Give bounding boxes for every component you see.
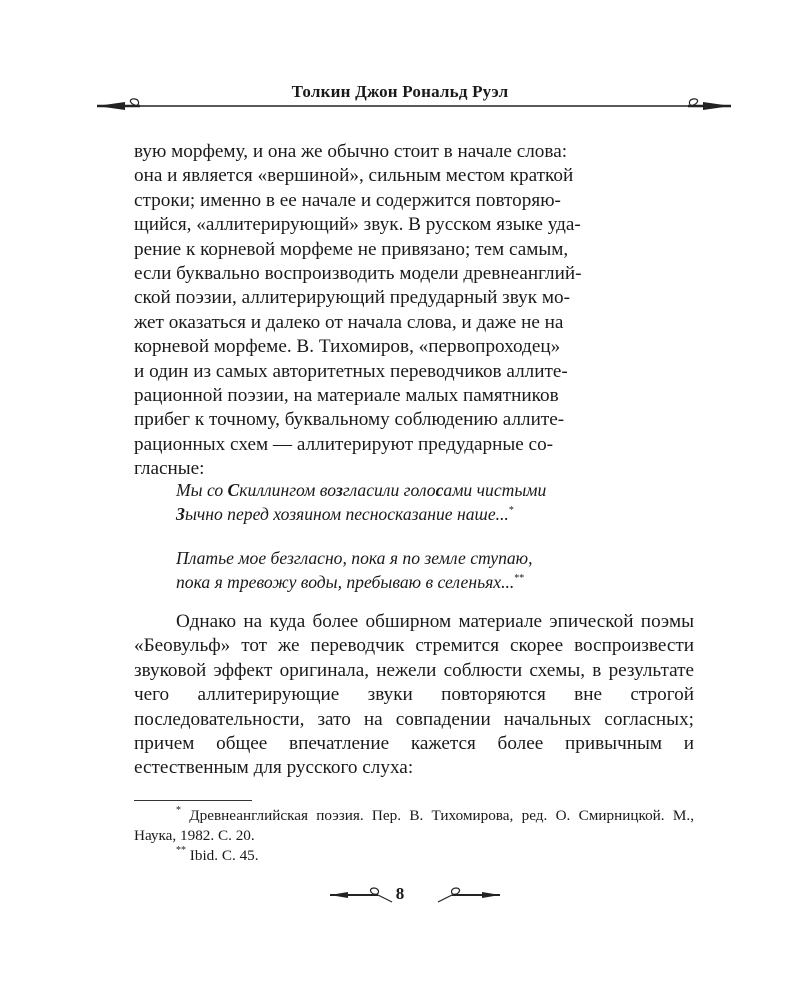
body-line: если буквально воспроизводить модели древнеанглий- [134,263,582,285]
body-paragraph [134,140,694,482]
verse-text: гласили голо [342,480,436,500]
verse-quote-1 [176,478,696,526]
verse-text: ами чистыми [443,480,547,500]
body-line: щийся, «аллитерирующий» звук. В русском языке уда- [134,214,581,236]
body-line: она и является «вершиной», сильным местом краткой [134,165,574,187]
body-line: вую морфему, и она же обычно стоит в начале слова: [134,141,568,162]
footnote-text: Ibid. С. 45. [189,847,259,864]
body-line: строки; именно в ее начале и содержится повторяю- [134,189,561,211]
footnote-2 [134,846,694,866]
verse-alliteration: С [227,480,240,500]
footnote-text: Древнеанглийская поэзия. Пер. В. Тихомирова, ред. О. Смирницкой. М., Наука, 1982. С. 20. [134,807,694,844]
verse-text: пока я тревожу воды, пребываю в селеньях... [176,572,515,592]
body-line: гласные: [134,458,205,480]
verse-line [176,502,696,526]
body-line: рационной поэзии, на материале малых памятников [134,385,559,407]
footnote-ref[interactable]: ** [514,573,525,584]
body-line: прибег к точному, буквальному соблюдению аллите- [134,409,565,431]
body-paragraph-2 [134,610,694,781]
footnote-mark: * [176,805,181,816]
verse-line: Платье мое безгласно, пока я по земле ступаю, [176,548,533,568]
verse-line [176,570,696,594]
body-line: рационных схем — аллитерируют предударные со- [134,433,554,455]
body-line: корневой морфеме. В. Тихомиров, «первопроходец» [134,336,561,358]
verse-text: ычно перед хозяином песносказание наше... [184,504,509,524]
verse-alliteration: з [336,480,343,500]
footnote-ref[interactable]: * [508,505,514,516]
footnote-divider [134,800,252,801]
body-line: жет оказаться и далеко от начала слова, и даже не на [134,311,564,333]
verse-alliteration: с [435,480,444,500]
body-line: рение к корневой морфеме не привязано; тем самым, [134,238,569,260]
body-line: и один из самых авторитетных переводчиков аллите- [134,360,568,382]
running-header-title: Толкин Джон Рональд Руэл [282,82,519,102]
footnote-1 [134,806,694,846]
verse-quote-2 [176,546,696,594]
paragraph-text: Однако на куда более обширном материале эпической поэмы «Беовульф» тот же переводчик стремится скорее воспроизвести звуковой эффект оригинала, нежели соблюсти схемы, в результате чего аллитерирующие звуки повторяются вне строгой последовательности, зато на совпадении начальных согласных; причем общее впечатление кажется более привычным и естественным для русского слуха: [134,611,694,779]
body-line: ской поэзии, аллитерирующий предударный звук мо- [134,287,570,309]
verse-alliteration: З [176,504,185,524]
page-number: 8 [395,884,405,903]
verse-line [176,478,696,502]
verse-text: Мы со [176,480,228,500]
footnote-mark: ** [176,845,186,856]
verse-text: киллингом во [239,480,337,500]
footnotes [134,806,694,866]
